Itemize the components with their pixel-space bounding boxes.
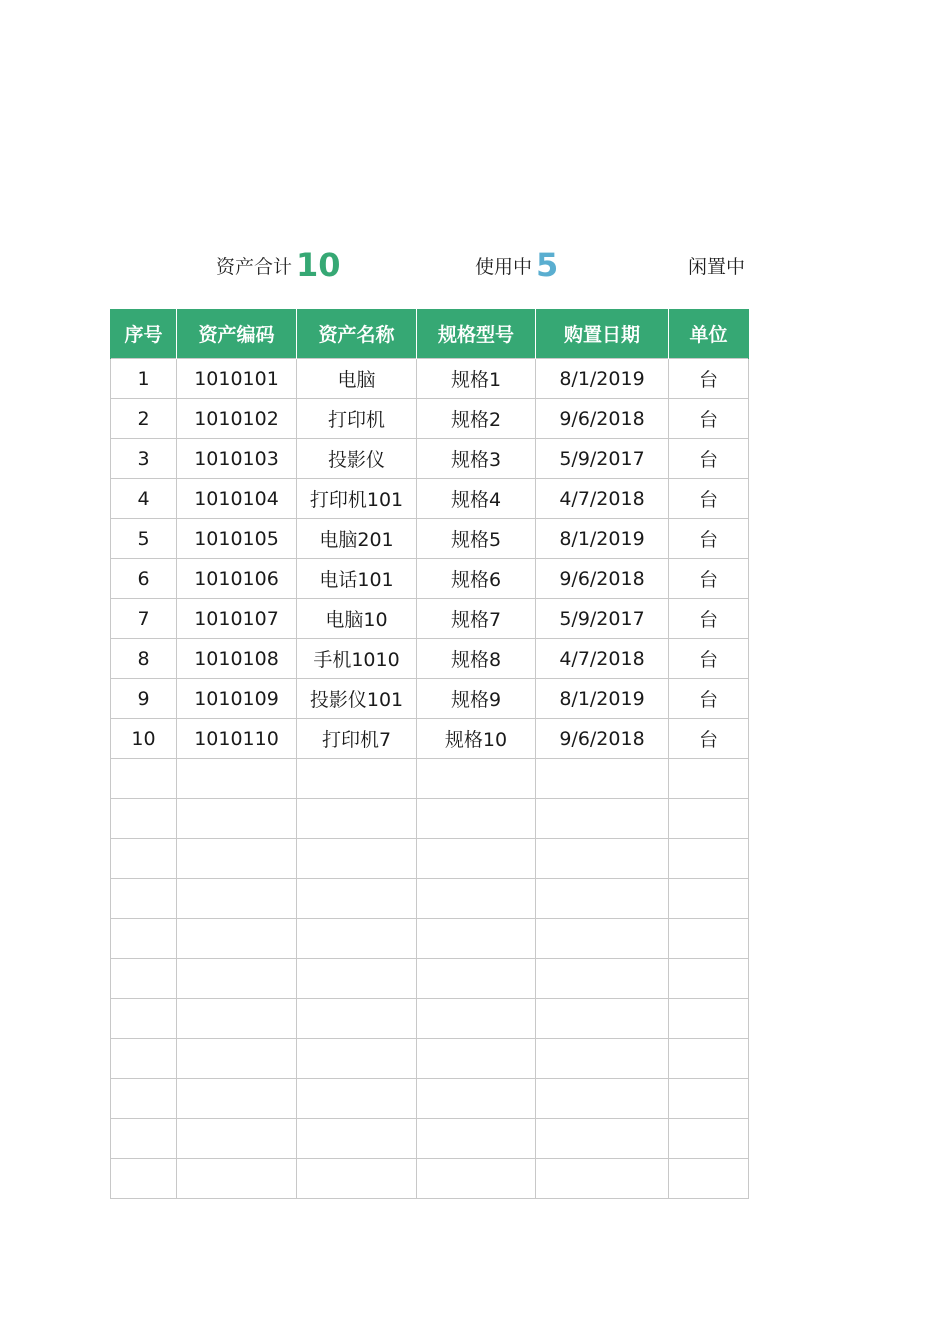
cell-purchase-date[interactable]: 5/9/2017 bbox=[536, 439, 669, 479]
cell-purchase-date[interactable]: 4/7/2018 bbox=[536, 639, 669, 679]
cell-unit[interactable]: 台 bbox=[669, 559, 749, 599]
cell-index[interactable] bbox=[111, 879, 177, 919]
header-asset-code[interactable]: 资产编码 bbox=[177, 309, 297, 359]
cell-index[interactable] bbox=[111, 1159, 177, 1199]
cell-unit[interactable] bbox=[669, 1079, 749, 1119]
cell-purchase-date[interactable]: 8/1/2019 bbox=[536, 679, 669, 719]
cell-unit[interactable]: 台 bbox=[669, 359, 749, 399]
table-row bbox=[111, 1079, 749, 1119]
summary-bar bbox=[0, 244, 950, 288]
cell-asset-code[interactable]: 1010105 bbox=[177, 519, 297, 559]
cell-index[interactable]: 8 bbox=[111, 639, 177, 679]
cell-index[interactable] bbox=[111, 1039, 177, 1079]
table-row bbox=[111, 999, 749, 1039]
cell-purchase-date[interactable] bbox=[536, 1079, 669, 1119]
cell-asset-name[interactable]: 打印机7 bbox=[297, 719, 417, 759]
table-row bbox=[111, 1039, 749, 1079]
cell-purchase-date[interactable] bbox=[536, 1039, 669, 1079]
cell-unit[interactable]: 台 bbox=[669, 479, 749, 519]
cell-index[interactable]: 3 bbox=[111, 439, 177, 479]
header-asset-name[interactable]: 资产名称 bbox=[297, 309, 417, 359]
cell-spec-model[interactable] bbox=[417, 879, 536, 919]
cell-asset-code[interactable] bbox=[177, 879, 297, 919]
cell-asset-name[interactable]: 投影仪 bbox=[297, 439, 417, 479]
cell-asset-name[interactable]: 电话101 bbox=[297, 559, 417, 599]
cell-unit[interactable]: 台 bbox=[669, 599, 749, 639]
cell-asset-name[interactable] bbox=[297, 919, 417, 959]
cell-spec-model[interactable] bbox=[417, 1039, 536, 1079]
cell-spec-model[interactable]: 规格5 bbox=[417, 519, 536, 559]
cell-index[interactable]: 10 bbox=[111, 719, 177, 759]
summary-inuse-label: 使用中 bbox=[475, 256, 533, 278]
cell-unit[interactable] bbox=[669, 999, 749, 1039]
header-spec-model[interactable]: 规格型号 bbox=[417, 309, 536, 359]
cell-asset-code[interactable]: 1010109 bbox=[177, 679, 297, 719]
cell-spec-model[interactable] bbox=[417, 799, 536, 839]
cell-unit[interactable] bbox=[669, 1039, 749, 1079]
table-row bbox=[111, 559, 749, 599]
cell-asset-name[interactable] bbox=[297, 759, 417, 799]
cell-unit[interactable] bbox=[669, 839, 749, 879]
cell-unit[interactable] bbox=[669, 799, 749, 839]
summary-total bbox=[216, 244, 341, 288]
cell-spec-model[interactable] bbox=[417, 919, 536, 959]
cell-purchase-date[interactable]: 8/1/2019 bbox=[536, 519, 669, 559]
cell-index[interactable]: 1 bbox=[111, 359, 177, 399]
cell-purchase-date[interactable] bbox=[536, 839, 669, 879]
cell-asset-name[interactable]: 电脑 bbox=[297, 359, 417, 399]
cell-asset-name[interactable] bbox=[297, 879, 417, 919]
cell-spec-model[interactable]: 规格7 bbox=[417, 599, 536, 639]
cell-index[interactable] bbox=[111, 839, 177, 879]
cell-purchase-date[interactable] bbox=[536, 759, 669, 799]
cell-unit[interactable] bbox=[669, 959, 749, 999]
table-row bbox=[111, 759, 749, 799]
cell-asset-name[interactable]: 投影仪101 bbox=[297, 679, 417, 719]
cell-unit[interactable] bbox=[669, 1119, 749, 1159]
cell-asset-name[interactable]: 手机1010 bbox=[297, 639, 417, 679]
table-row bbox=[111, 799, 749, 839]
header-purchase-date[interactable]: 购置日期 bbox=[536, 309, 669, 359]
cell-asset-code[interactable] bbox=[177, 919, 297, 959]
cell-spec-model[interactable]: 规格10 bbox=[417, 719, 536, 759]
cell-purchase-date[interactable] bbox=[536, 959, 669, 999]
cell-purchase-date[interactable] bbox=[536, 999, 669, 1039]
cell-spec-model[interactable] bbox=[417, 1159, 536, 1199]
cell-spec-model[interactable] bbox=[417, 999, 536, 1039]
cell-asset-name[interactable] bbox=[297, 1159, 417, 1199]
cell-asset-code[interactable] bbox=[177, 959, 297, 999]
table-row bbox=[111, 1119, 749, 1159]
table-row bbox=[111, 959, 749, 999]
cell-spec-model[interactable] bbox=[417, 1119, 536, 1159]
cell-asset-code[interactable] bbox=[177, 839, 297, 879]
cell-asset-name[interactable]: 电脑10 bbox=[297, 599, 417, 639]
cell-index[interactable] bbox=[111, 1119, 177, 1159]
cell-spec-model[interactable]: 规格9 bbox=[417, 679, 536, 719]
cell-purchase-date[interactable] bbox=[536, 879, 669, 919]
cell-asset-name[interactable] bbox=[297, 999, 417, 1039]
cell-spec-model[interactable]: 规格2 bbox=[417, 399, 536, 439]
cell-purchase-date[interactable] bbox=[536, 1159, 669, 1199]
cell-purchase-date[interactable]: 5/9/2017 bbox=[536, 599, 669, 639]
cell-unit[interactable] bbox=[669, 1159, 749, 1199]
cell-spec-model[interactable] bbox=[417, 1079, 536, 1119]
cell-purchase-date[interactable] bbox=[536, 919, 669, 959]
cell-unit[interactable]: 台 bbox=[669, 399, 749, 439]
cell-asset-code[interactable] bbox=[177, 999, 297, 1039]
cell-index[interactable] bbox=[111, 999, 177, 1039]
cell-unit[interactable] bbox=[669, 919, 749, 959]
table-row bbox=[111, 639, 749, 679]
cell-unit[interactable]: 台 bbox=[669, 439, 749, 479]
cell-asset-name[interactable] bbox=[297, 959, 417, 999]
cell-purchase-date[interactable]: 4/7/2018 bbox=[536, 479, 669, 519]
cell-asset-code[interactable]: 1010106 bbox=[177, 559, 297, 599]
header-index[interactable]: 序号 bbox=[111, 309, 177, 359]
cell-asset-name[interactable] bbox=[297, 1039, 417, 1079]
cell-spec-model[interactable]: 规格1 bbox=[417, 359, 536, 399]
cell-asset-name[interactable]: 电脑201 bbox=[297, 519, 417, 559]
summary-inuse-value: 5 bbox=[536, 246, 559, 284]
table-body bbox=[111, 359, 749, 1199]
cell-purchase-date[interactable] bbox=[536, 1119, 669, 1159]
cell-purchase-date[interactable]: 9/6/2018 bbox=[536, 559, 669, 599]
cell-spec-model[interactable] bbox=[417, 839, 536, 879]
cell-spec-model[interactable]: 规格4 bbox=[417, 479, 536, 519]
cell-index[interactable]: 5 bbox=[111, 519, 177, 559]
cell-asset-code[interactable] bbox=[177, 1039, 297, 1079]
cell-spec-model[interactable] bbox=[417, 959, 536, 999]
table-row bbox=[111, 719, 749, 759]
summary-idle-label: 闲置中 bbox=[688, 256, 746, 278]
cell-spec-model[interactable]: 规格8 bbox=[417, 639, 536, 679]
cell-purchase-date[interactable] bbox=[536, 799, 669, 839]
cell-unit[interactable]: 台 bbox=[669, 719, 749, 759]
cell-asset-name[interactable] bbox=[297, 839, 417, 879]
table-row bbox=[111, 679, 749, 719]
table-header-row bbox=[111, 309, 749, 359]
table-row bbox=[111, 519, 749, 559]
cell-asset-name[interactable]: 打印机 bbox=[297, 399, 417, 439]
cell-asset-code[interactable]: 1010110 bbox=[177, 719, 297, 759]
cell-asset-code[interactable]: 1010108 bbox=[177, 639, 297, 679]
cell-asset-code[interactable] bbox=[177, 1159, 297, 1199]
cell-index[interactable]: 6 bbox=[111, 559, 177, 599]
cell-index[interactable] bbox=[111, 759, 177, 799]
table-row bbox=[111, 919, 749, 959]
cell-index[interactable]: 7 bbox=[111, 599, 177, 639]
cell-index[interactable]: 2 bbox=[111, 399, 177, 439]
table-row bbox=[111, 599, 749, 639]
cell-index[interactable]: 9 bbox=[111, 679, 177, 719]
cell-asset-code[interactable]: 1010103 bbox=[177, 439, 297, 479]
table-row bbox=[111, 439, 749, 479]
cell-asset-name[interactable]: 打印机101 bbox=[297, 479, 417, 519]
cell-asset-code[interactable] bbox=[177, 759, 297, 799]
cell-asset-code[interactable]: 1010102 bbox=[177, 399, 297, 439]
table-row bbox=[111, 879, 749, 919]
table-row bbox=[111, 359, 749, 399]
cell-index[interactable]: 4 bbox=[111, 479, 177, 519]
table-row bbox=[111, 399, 749, 439]
cell-unit[interactable] bbox=[669, 759, 749, 799]
cell-asset-code[interactable]: 1010107 bbox=[177, 599, 297, 639]
cell-asset-code[interactable]: 1010104 bbox=[177, 479, 297, 519]
cell-index[interactable] bbox=[111, 919, 177, 959]
cell-unit[interactable] bbox=[669, 879, 749, 919]
cell-purchase-date[interactable]: 8/1/2019 bbox=[536, 359, 669, 399]
cell-asset-code[interactable]: 1010101 bbox=[177, 359, 297, 399]
cell-purchase-date[interactable]: 9/6/2018 bbox=[536, 399, 669, 439]
cell-asset-name[interactable] bbox=[297, 1079, 417, 1119]
cell-spec-model[interactable] bbox=[417, 759, 536, 799]
summary-total-label: 资产合计 bbox=[216, 256, 293, 278]
cell-asset-code[interactable] bbox=[177, 799, 297, 839]
cell-asset-name[interactable] bbox=[297, 799, 417, 839]
summary-inuse bbox=[475, 244, 558, 288]
cell-spec-model[interactable]: 规格6 bbox=[417, 559, 536, 599]
cell-unit[interactable]: 台 bbox=[669, 639, 749, 679]
summary-idle bbox=[688, 244, 745, 288]
header-unit[interactable]: 单位 bbox=[669, 309, 749, 359]
table-row bbox=[111, 1159, 749, 1199]
cell-asset-name[interactable] bbox=[297, 1119, 417, 1159]
table-row bbox=[111, 839, 749, 879]
cell-index[interactable] bbox=[111, 799, 177, 839]
cell-purchase-date[interactable]: 9/6/2018 bbox=[536, 719, 669, 759]
cell-spec-model[interactable]: 规格3 bbox=[417, 439, 536, 479]
cell-index[interactable] bbox=[111, 1079, 177, 1119]
cell-asset-code[interactable] bbox=[177, 1119, 297, 1159]
table-row bbox=[111, 479, 749, 519]
cell-asset-code[interactable] bbox=[177, 1079, 297, 1119]
cell-index[interactable] bbox=[111, 959, 177, 999]
summary-total-value: 10 bbox=[296, 246, 341, 284]
cell-unit[interactable]: 台 bbox=[669, 679, 749, 719]
cell-unit[interactable]: 台 bbox=[669, 519, 749, 559]
asset-table bbox=[110, 309, 749, 1199]
